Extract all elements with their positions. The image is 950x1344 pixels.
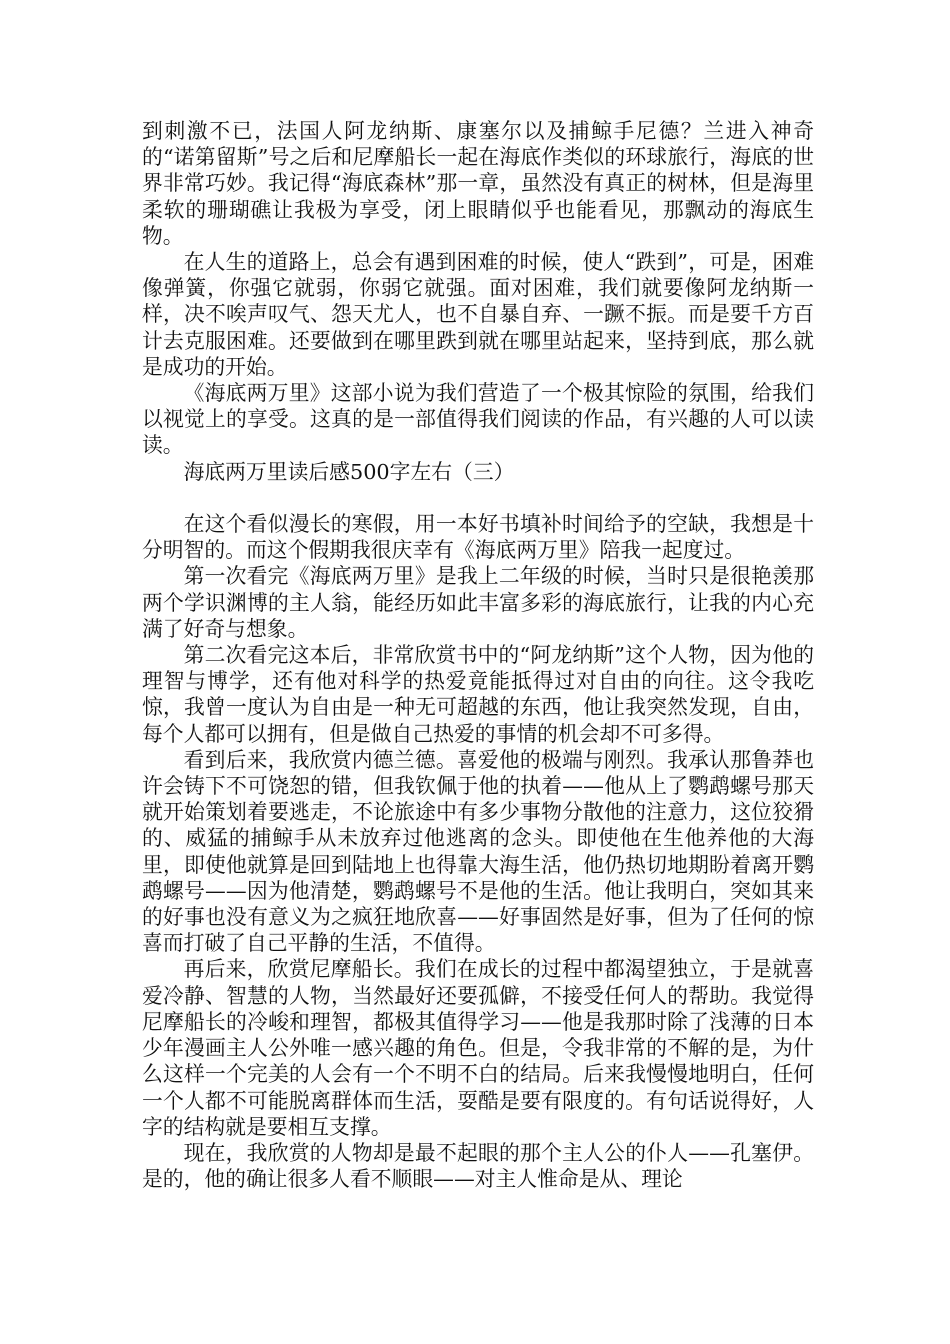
blank-line — [142, 485, 814, 511]
paragraph: 在这个看似漫长的寒假，用一本好书填补时间给予的空缺，我想是十分明智的。而这个假期我很庆幸有《海底两万里》陪我一起度过。 — [142, 512, 814, 563]
paragraph: 再后来，欣赏尼摩船长。我们在成长的过程中都渴望独立，于是就喜爱冷静、智慧的人物，当然最好还要孤僻，不接受任何人的帮助。我觉得尼摩船长的冷峻和理智，都极其值得学习——他是我那时除了浅薄的日本少年漫画主人公外唯一感兴趣的角色。但是，令我非常的不解的是，为什么这样一个完美的人会有一个不明不白的结局。后来我慢慢地明白，任何一个人都不可能脱离群体而生活，耍酷是要有限度的。有句话说得好，人字的结构就是要相互支撑。 — [142, 957, 814, 1139]
document-page — [142, 118, 814, 1192]
section-title: 海底两万里读后感500字左右（三） — [183, 459, 515, 484]
paragraph: 在人生的道路上，总会有遇到困难的时候，使人“跌到”，可是，困难像弹簧，你强它就弱，你弱它就强。面对困难，我们就要像阿龙纳斯一样，决不唉声叹气、怨天尤人，也不自暴自弃、一蹶不振。而是要千方百计去克服困难。还要做到在哪里跌到就在哪里站起来，坚持到底，那么就是成功的开始。 — [142, 250, 814, 379]
paragraph: 第二次看完这本后，非常欣赏书中的“阿龙纳斯”这个人物，因为他的理智与博学，还有他对科学的热爱竟能抵得过对自由的向往。这令我吃惊，我曾一度认为自由是一种无可超越的东西，他让我突然发现，自由，每个人都可以拥有，但是做自己热爱的事情的机会却不可多得。 — [142, 643, 814, 746]
paragraph-continued: 到刺激不已，法国人阿龙纳斯、康塞尔以及捕鲸手尼德？兰进入神奇的“诺第留斯”号之后和尼摩船长一起在海底作类似的环球旅行，海底的世界非常巧妙。我记得“海底森林”那一章，虽然没有真正的树林，但是海里柔软的珊瑚礁让我极为享受，闭上眼睛似乎也能看见，那飘动的海底生物。 — [142, 119, 814, 248]
paragraph: 《海底两万里》这部小说为我们营造了一个极其惊险的氛围，给我们以视觉上的享受。这真的是一部值得我们阅读的作品，有兴趣的人可以读读。 — [142, 381, 814, 458]
paragraph: 现在，我欣赏的人物却是最不起眼的那个主人公的仆人——孔塞伊。是的，他的确让很多人看不顺眼——对主人惟命是从、理论 — [142, 1140, 814, 1192]
paragraph: 看到后来，我欣赏内德兰德。喜爱他的极端与刚烈。我承认那鲁莽也许会铸下不可饶恕的错，但我钦佩于他的执着——他从上了鹦鹉螺号那天就开始策划着要逃走，不论旅途中有多少事物分散他的注意力，这位狡猾的、威猛的捕鲸手从未放弃过他逃离的念头。即使他在生他养他的大海里，即使他就算是回到陆地上也得靠大海生活，他仍热切地期盼着离开鹦鹉螺号——因为他清楚，鹦鹉螺号不是他的生活。他让我明白，突如其来的好事也没有意义为之疯狂地欣喜——好事固然是好事，但为了任何的惊喜而打破了自己平静的生活，不值得。 — [142, 747, 814, 956]
paragraph: 第一次看完《海底两万里》是我上二年级的时候，当时只是很艳羡那两个学识渊博的主人翁，能经历如此丰富多彩的海底旅行，让我的内心充满了好奇与想象。 — [142, 564, 814, 641]
